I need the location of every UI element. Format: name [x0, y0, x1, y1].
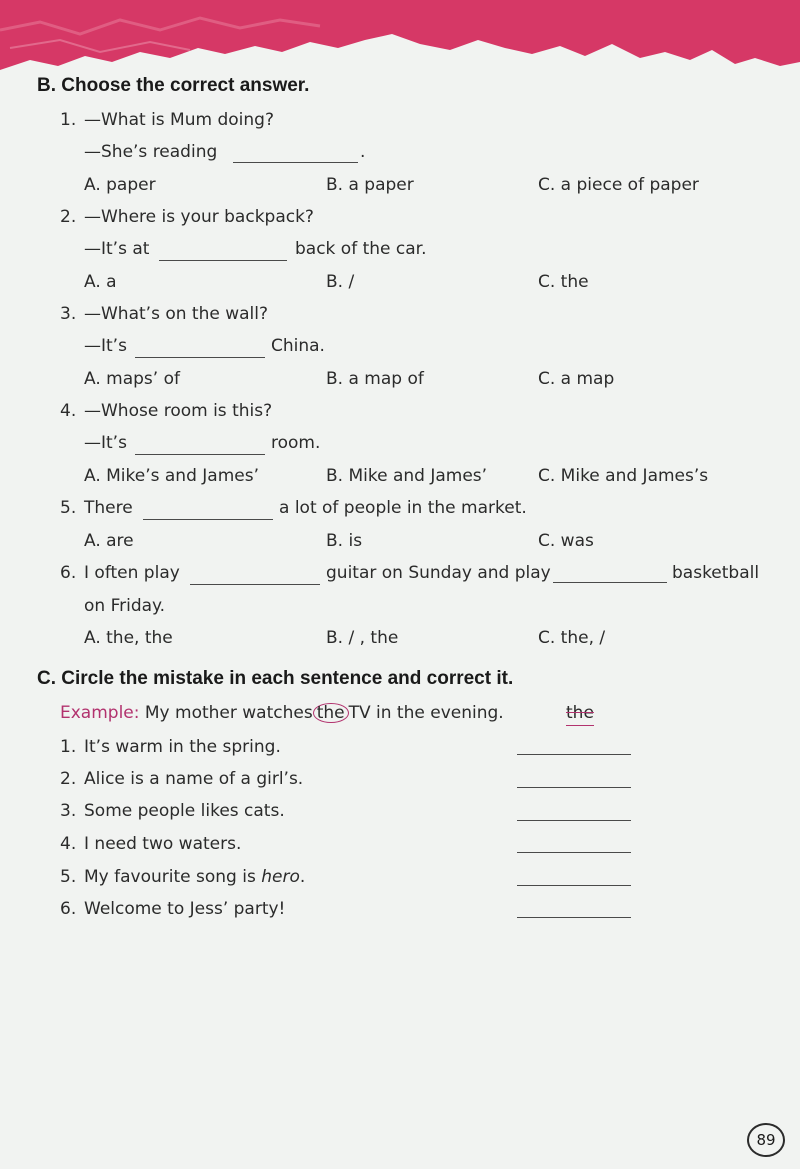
correction-item-1 [60, 737, 281, 757]
question-text-middle: guitar on Sunday and play [326, 563, 551, 583]
question-text: —Whose room is this? [84, 401, 273, 421]
answer-blank[interactable] [135, 357, 265, 358]
question-number: 4. [60, 401, 77, 421]
example-text-before: My mother watches [144, 703, 313, 723]
option-c[interactable]: C. Mike and James’s [538, 466, 709, 486]
correction-blank[interactable] [517, 852, 631, 853]
line-end-text: basketball [672, 563, 760, 583]
page-number: 89 [747, 1123, 785, 1157]
question-number: 2. [60, 207, 77, 227]
question-6-prompt [60, 563, 180, 583]
option-c[interactable]: C. the [538, 272, 589, 292]
question-5-prompt [60, 498, 133, 518]
line-end-text: China. [271, 336, 325, 356]
question-number: 3. [60, 304, 77, 324]
question-number: 6. [60, 563, 77, 583]
item-text: I need two waters. [84, 834, 242, 854]
correction-item-4 [60, 834, 241, 854]
correction-item-6 [60, 899, 285, 919]
item-text-after: . [299, 867, 306, 887]
example-text-after: TV in the evening. [348, 703, 504, 723]
line-end-text: . [360, 142, 366, 162]
option-c[interactable]: C. a piece of paper [538, 175, 699, 195]
item-text: Alice is a name of a girl’s. [84, 769, 304, 789]
option-c[interactable]: C. was [538, 531, 594, 551]
option-b[interactable]: B. / [326, 272, 355, 292]
correction-blank[interactable] [517, 917, 631, 918]
answer-blank[interactable] [190, 584, 320, 585]
answer-blank[interactable] [233, 162, 358, 163]
question-number: 1. [60, 110, 77, 130]
correction-blank[interactable] [517, 787, 631, 788]
correction-item-2 [60, 769, 303, 789]
option-b[interactable]: B. is [326, 531, 363, 551]
question-number: 5. [60, 498, 77, 518]
option-b[interactable]: B. / , the [326, 628, 399, 648]
item-text: It’s warm in the spring. [84, 737, 281, 757]
correction-underline [566, 725, 594, 726]
section-c-title: C. Circle the mistake in each sentence and correct it. [37, 668, 514, 689]
option-b[interactable]: B. a paper [326, 175, 414, 195]
circled-mistake: the [313, 703, 349, 723]
correction-blank[interactable] [517, 885, 631, 886]
answer-blank[interactable] [159, 260, 287, 261]
item-text: Some people likes cats. [84, 801, 285, 821]
item-number: 3. [60, 801, 77, 821]
option-b[interactable]: B. Mike and James’ [326, 466, 488, 486]
question-3-prompt [60, 304, 268, 324]
question-text: —What’s on the wall? [84, 304, 269, 324]
option-a[interactable]: A. are [84, 531, 134, 551]
question-6-continuation: on Friday. [84, 596, 166, 616]
item-text-italic: hero [261, 867, 300, 887]
question-4-prompt [60, 401, 272, 421]
question-4-answer-line: —It’s [84, 433, 127, 453]
item-number: 2. [60, 769, 77, 789]
correction-text: the [566, 703, 594, 723]
question-1-answer-line: —She’s reading [84, 142, 218, 162]
item-number: 4. [60, 834, 77, 854]
answer-blank[interactable] [553, 582, 667, 583]
example-label: Example: [60, 703, 140, 723]
correction-item-5 [60, 867, 305, 887]
item-number: 6. [60, 899, 77, 919]
question-2-prompt [60, 207, 314, 227]
question-text: There [84, 498, 133, 518]
item-text-before: My favourite song is [84, 867, 262, 887]
option-b[interactable]: B. a map of [326, 369, 424, 389]
option-a[interactable]: A. maps’ of [84, 369, 180, 389]
question-2-answer-line: —It’s at [84, 239, 150, 259]
item-number: 5. [60, 867, 77, 887]
option-a[interactable]: A. paper [84, 175, 156, 195]
question-3-answer-line: —It’s [84, 336, 127, 356]
question-text: —What is Mum doing? [84, 110, 274, 130]
correction-blank[interactable] [517, 754, 631, 755]
option-a[interactable]: A. the, the [84, 628, 173, 648]
option-c[interactable]: C. the, / [538, 628, 606, 648]
question-text: —Where is your backpack? [84, 207, 314, 227]
line-end-text: room. [271, 433, 321, 453]
answer-blank[interactable] [143, 519, 273, 520]
option-a[interactable]: A. Mike’s and James’ [84, 466, 259, 486]
top-banner [0, 0, 800, 84]
question-text: I often play [84, 563, 180, 583]
answer-blank[interactable] [135, 454, 265, 455]
correction-blank[interactable] [517, 820, 631, 821]
line-end-text: back of the car. [295, 239, 427, 259]
line-end-text: a lot of people in the market. [279, 498, 527, 518]
question-1-prompt [60, 110, 274, 130]
section-b-title: B. Choose the correct answer. [37, 75, 310, 96]
example-sentence [60, 703, 504, 723]
correction-item-3 [60, 801, 285, 821]
item-text: Welcome to Jess’ party! [84, 899, 286, 919]
item-number: 1. [60, 737, 77, 757]
option-c[interactable]: C. a map [538, 369, 615, 389]
example-correction [566, 703, 594, 723]
option-a[interactable]: A. a [84, 272, 117, 292]
